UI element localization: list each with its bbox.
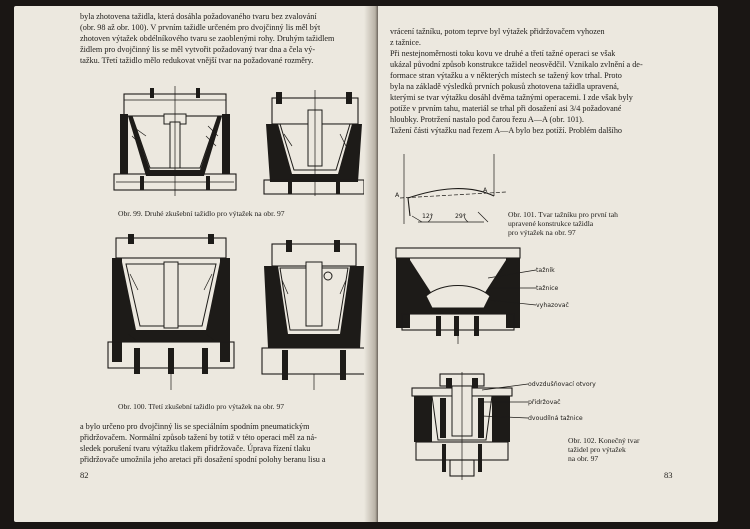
right-top-line-4: ukázal původní způsob konstrukce tažidel neosvědčil. Vznikalo zvlnění a de- <box>390 60 643 69</box>
caption-figure-101-line-2: upravené konstrukce tažidla <box>508 219 594 228</box>
right-page-number: 83 <box>664 470 673 480</box>
figure-100-die-right <box>260 240 368 390</box>
caption-figure-99: Obr. 99. Druhé zkušební tažidlo pro výtažek na obr. 97 <box>118 209 285 218</box>
fig101-angle-1: 12° <box>422 213 433 220</box>
fig102-label-split-die: dvoudílná tažnice <box>528 415 583 422</box>
fig102-label-blankholder: přidržovač <box>528 399 561 406</box>
left-bottom-line-2: přidržovačem. Normální způsob tažení by totiž v této operaci měl za ná- <box>80 433 317 442</box>
fig101-angle-2: 29° <box>455 213 466 220</box>
caption-figure-102-line-1: Obr. 102. Konečný tvar <box>568 436 640 445</box>
left-top-line-1: byla zhotovena tažidla, která dosáhla požadovaného tvaru bez zvalování <box>80 12 317 21</box>
fig102-label-vents: odvzdušňovací otvory <box>528 381 596 388</box>
right-page <box>378 6 718 522</box>
fig102-leader-lines <box>482 380 530 424</box>
caption-figure-102-line-3: na obr. 97 <box>568 454 599 463</box>
figure-99-die-right <box>262 90 367 196</box>
left-top-line-3: zhotoven výtažek obdélníkového tvaru se zaoblenými rohy. Druhým tažidlem <box>80 34 335 43</box>
right-top-line-5: formace stran výtažku a v některých místech se tažený kov trhal. Proto <box>390 71 622 80</box>
left-page-number: 82 <box>80 470 89 480</box>
right-top-line-10: Tažení části výtažku nad řezem A—A bylo bez potíží. Problém dalšího <box>390 126 623 135</box>
figure-100-die-left <box>106 234 236 390</box>
right-top-line-6: byla na základě výsledků prvních pokusů zhotovena tažidla upravená, <box>390 82 619 91</box>
caption-figure-101-line-3: pro výtažek na obr. 97 <box>508 228 576 237</box>
right-top-line-8: potíže v prvním tahu, materiál se trhal při dosažení asi 3/4 požadované <box>390 104 622 113</box>
figure-99-die-left <box>110 86 240 196</box>
left-top-line-2: (obr. 98 až obr. 100). V prvním tažidle určeném pro dvojčinný lis měl být <box>80 23 321 32</box>
caption-figure-101-line-1: Obr. 101. Tvar tažníku pro první tah <box>508 210 618 219</box>
left-page <box>14 6 374 522</box>
right-top-line-9: hloubky. Protržení nastalo pod čarou řezu A—A (obr. 101). <box>390 115 584 124</box>
right-top-line-2: z tažnice. <box>390 38 421 47</box>
fig101-label-ejector: vyhazovač <box>536 302 569 309</box>
right-top-line-7: kterými se tvar výtažku dosáhl dvěma tažnými operacemi. I zde však byly <box>390 93 633 102</box>
fig101-label-die: tažnice <box>536 285 559 292</box>
caption-figure-102-line-2: tažidel pro výtažek <box>568 445 626 454</box>
left-top-line-5: tažku. Třetí tažidlo mělo redukovat vnější tvar na požadované rozměry. <box>80 56 314 65</box>
left-top-line-4: židlem pro dvojčinný lis se měl vytvořit požadovaný tvar dna a čela vý- <box>80 45 316 54</box>
right-top-line-3: Při nestejnoměrnosti toku kovu ve druhé a třetí tažné operaci se však <box>390 49 616 58</box>
fig101-label-a-right: A <box>483 187 488 194</box>
left-bottom-line-1: a bylo určeno pro dvojčinný lis se speciálním spodním pneumatickým <box>80 422 310 431</box>
right-top-line-1: vrácení tažníku, potom teprve byl výtažek přidržovačem vyhozen <box>390 27 605 36</box>
fig101-leader-lines <box>488 264 538 310</box>
fig101-label-punch: tažník <box>536 267 555 274</box>
fig101-label-a-left: A <box>395 192 400 199</box>
figure-101-punch-shape <box>398 146 510 236</box>
left-bottom-line-4: přidržovače umožnila jeho aretaci při dosažení spodní polohy beranu lisu a <box>80 455 326 464</box>
left-bottom-line-3: sledek porušení tvaru výtažku tlakem přidržovače. Úprava řízení tlaku <box>80 444 311 453</box>
caption-figure-100: Obr. 100. Třetí zkušební tažidlo pro výtažek na obr. 97 <box>118 402 285 411</box>
